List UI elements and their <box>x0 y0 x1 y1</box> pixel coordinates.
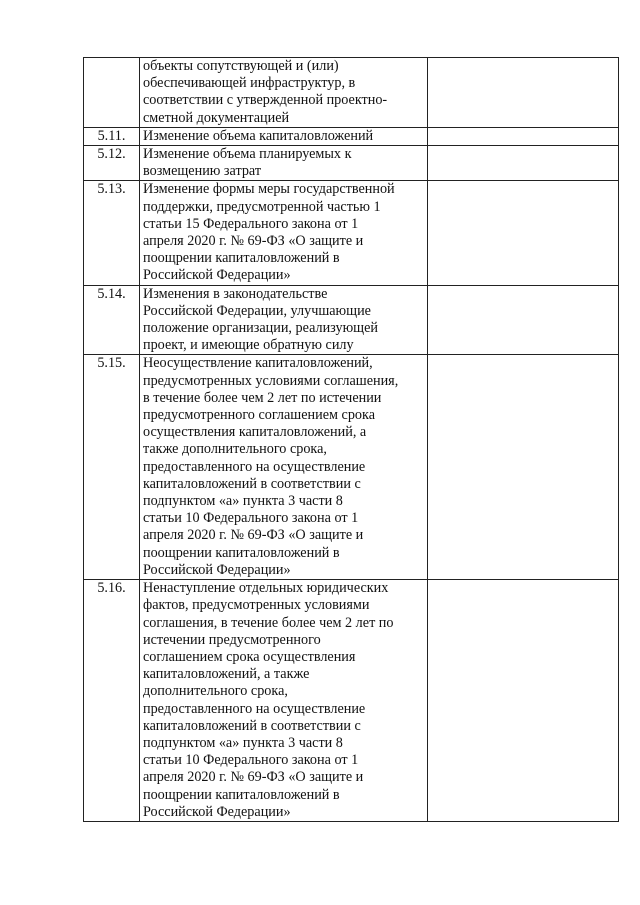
table-row <box>84 127 619 145</box>
row-number: 5.12. <box>84 146 140 181</box>
row-number: 5.14. <box>84 285 140 355</box>
table-row <box>84 146 619 181</box>
row-number: 5.16. <box>84 580 140 822</box>
row-value <box>428 355 619 580</box>
row-text: Изменение формы меры государственной поддержки, предусмотренной частью 1 статьи 15 Федерального закона от 1 апреля 2020 г. № 69-ФЗ «О защите и поощрении капиталовложений в Российской Федерации» <box>143 181 395 284</box>
table-row <box>84 58 619 128</box>
row-text: Изменение объема планируемых к возмещению затрат <box>143 146 352 180</box>
row-text: Неосуществление капиталовложений, предусмотренных условиями соглашения, в течение более чем 2 лет по истечении предусмотренного соглашением срока осуществления капиталовложений, а также дополнительного срока, предоставленного на осуществление капиталовложений в соответствии с подпунктом «а» пункта 3 части 8 статьи 10 Федерального закона от 1 апреля 2020 г. № 69-ФЗ «О защите и поощрении капиталовложений в Российской Федерации» <box>143 355 399 578</box>
table-row <box>84 285 619 355</box>
row-text: Изменение объема капиталовложений <box>143 127 374 144</box>
table-row <box>84 355 619 580</box>
row-text-cell <box>140 285 428 355</box>
row-value <box>428 146 619 181</box>
row-value <box>428 181 619 285</box>
row-text-cell <box>140 127 428 145</box>
row-text: Ненаступление отдельных юридических фактов, предусмотренных условиями соглашения, в течение более чем 2 лет по истечении предусмотренного соглашением срока осуществления капиталовложений, а также дополнительного срока, предоставленного на осуществление капиталовложений в соответствии с подпунктом «а» пункта 3 части 8 статьи 10 Федерального закона от 1 апреля 2020 г. № 69-ФЗ «О защите и поощрении капиталовложений в Российской Федерации» <box>143 580 394 820</box>
table-row <box>84 580 619 822</box>
row-text-cell <box>140 355 428 580</box>
row-text-cell <box>140 580 428 822</box>
document-table <box>83 57 619 822</box>
row-value <box>428 285 619 355</box>
row-number: 5.15. <box>84 355 140 580</box>
row-text: Изменения в законодательстве Российской Федерации, улучшающие положение организации, реализующей проект, и имеющие обратную силу <box>143 285 378 354</box>
row-value <box>428 127 619 145</box>
row-text-cell <box>140 181 428 285</box>
row-text-cell <box>140 146 428 181</box>
row-value <box>428 58 619 128</box>
row-text-cell <box>140 58 428 128</box>
row-number: 5.11. <box>84 127 140 145</box>
row-value <box>428 580 619 822</box>
row-number <box>84 58 140 128</box>
row-text: объекты сопутствующей и (или) обеспечивающей инфраструктур, в соответствии с утвержденной проектно- сметной документацией <box>143 58 388 126</box>
row-number: 5.13. <box>84 181 140 285</box>
table-row <box>84 181 619 285</box>
